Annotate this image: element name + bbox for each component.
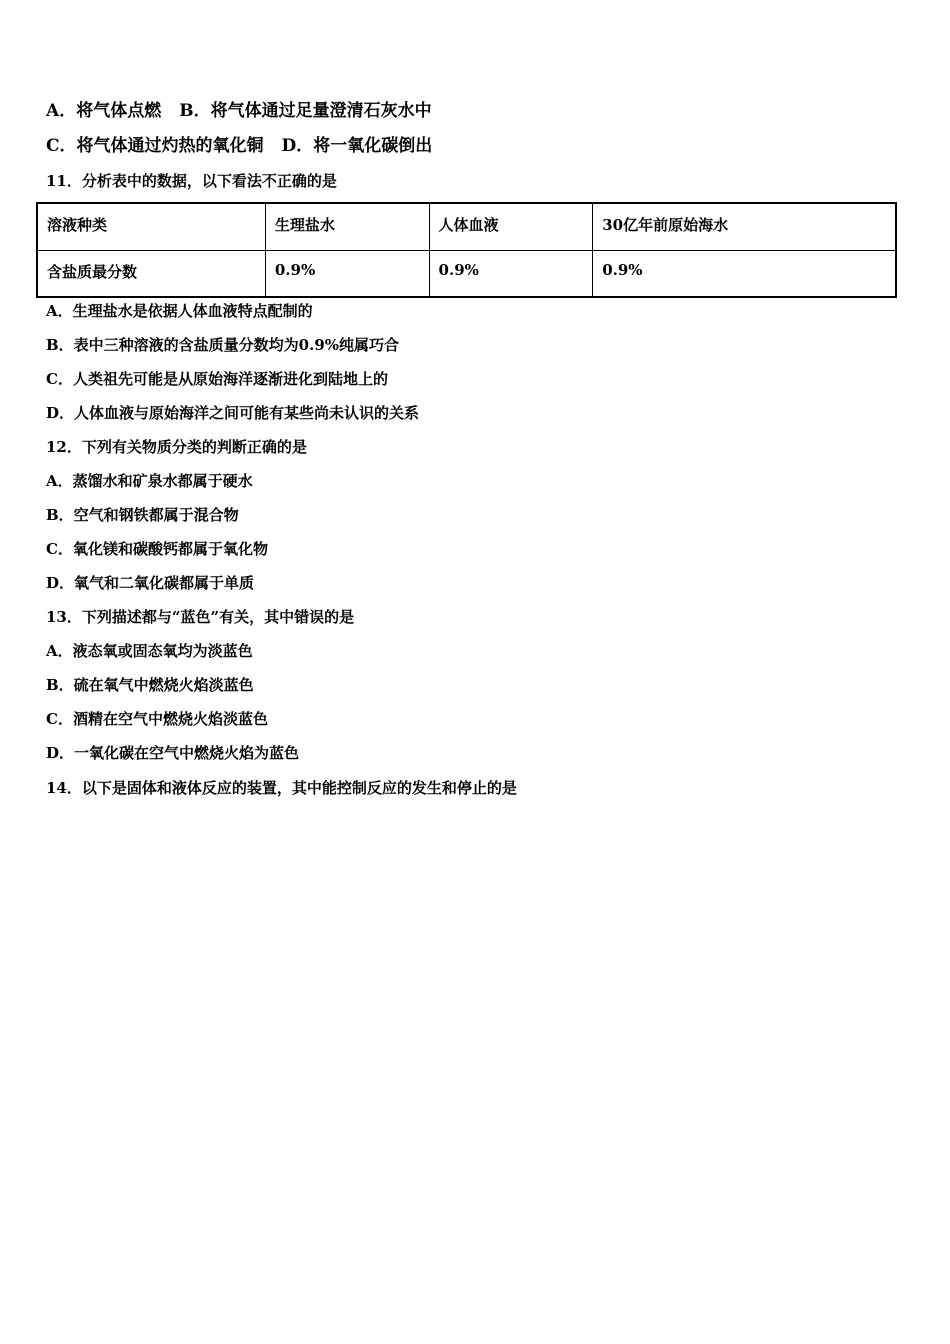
q12-stem: 12．下列有关物质分类的判断正确的是	[46, 438, 307, 456]
row-label-salt-fraction: 含盐质最分数	[47, 262, 138, 281]
value-ancient-seawater: 0.9%	[602, 260, 643, 279]
table-header-row	[37, 203, 896, 250]
table-cell	[593, 250, 896, 297]
q11-option-a: A．生理盐水是依据人体血液特点配制的	[46, 302, 313, 320]
q13-option-d: D．一氧化碳在空气中燃烧火焰为蓝色	[46, 744, 300, 762]
header-solution-type: 溶液种类	[47, 216, 108, 234]
q13-option-c: C．酒精在空气中燃烧火焰淡蓝色	[46, 710, 268, 728]
q10-option-d: D．将一氧化碳倒出	[281, 136, 433, 156]
header-blood: 人体血液	[438, 216, 499, 234]
q14-stem: 14．以下是固体和液体反应的装置，其中能控制反应的发生和停止的是	[46, 779, 517, 797]
q13-stem: 13．下列描述都与“蓝色”有关，其中错误的是	[46, 608, 355, 626]
table-cell	[429, 250, 593, 297]
table-cell	[429, 203, 593, 250]
table-cell	[37, 250, 265, 297]
header-ancient-seawater: 30亿年前原始海水	[602, 216, 729, 234]
value-saline: 0.9%	[274, 260, 316, 279]
q12-option-d: D．氧气和二氧化碳都属于单质	[46, 574, 255, 592]
q11-option-c: C．人类祖先可能是从原始海洋逐渐进化到陆地上的	[46, 370, 388, 388]
table-cell	[265, 203, 429, 250]
q13-option-b: B．硫在氧气中燃烧火焰淡蓝色	[46, 676, 254, 694]
q12-option-a: A．蒸馏水和矿泉水都属于硬水	[46, 472, 253, 490]
q11-option-b: B．表中三种溶液的含盐质量分数均为0.9%纯属巧合	[46, 336, 400, 354]
q10-option-b: B．将气体通过足量澄清石灰水中	[179, 101, 432, 121]
q13-option-a: A．液态氧或固态氧均为淡蓝色	[46, 642, 253, 660]
header-saline: 生理盐水	[274, 216, 335, 234]
value-blood: 0.9%	[438, 260, 479, 279]
q11-option-d: D．人体血液与原始海洋之间可能有某些尚未认识的关系	[46, 404, 420, 422]
q12-option-c: C．氧化镁和碳酸钙都属于氧化物	[46, 540, 268, 558]
table-row	[37, 250, 896, 297]
q10-options-row-1	[46, 101, 432, 121]
table-cell	[593, 203, 896, 250]
q12-option-b: B．空气和钢铁都属于混合物	[46, 506, 239, 524]
q11-stem: 11．分析表中的数据，以下看法不正确的是	[46, 172, 337, 190]
q10-option-a: A．将气体点燃	[46, 101, 162, 121]
salt-content-table	[36, 202, 897, 298]
table-cell	[265, 250, 429, 297]
q10-options-row-2	[46, 136, 432, 156]
q10-option-c: C．将气体通过灼热的氧化铜	[46, 136, 264, 156]
table-cell	[37, 203, 265, 250]
